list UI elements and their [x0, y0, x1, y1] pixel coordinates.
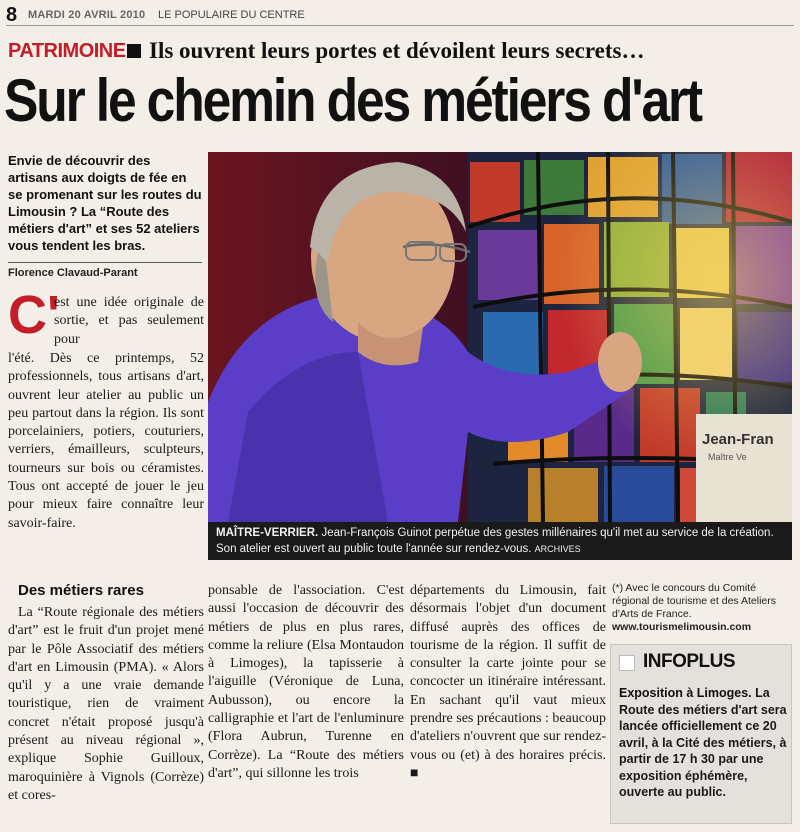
stained-glass-photo: [208, 152, 792, 522]
drop-cap: C': [8, 285, 60, 345]
chapo: Envie de découvrir des artisans aux doigts de fée en se promenant sur les routes du Limousin ? La “Route des métiers d'art” et ses 52 ateliers vous tendent les bras.: [8, 153, 202, 253]
page-header: [6, 4, 794, 26]
intro-paragraph-start: est une idée originale de sortie, et pas seulement pour: [54, 295, 204, 347]
kicker: Ils ouvrent leurs portes et dévoilent leurs secrets…: [149, 38, 645, 63]
infoplus-box: [610, 644, 792, 824]
article-photo: [208, 152, 792, 522]
newspaper-name: LE POPULAIRE DU CENTRE: [158, 9, 305, 21]
infoplus-title: INFOPLUS: [643, 651, 736, 672]
infoplus-square-icon: [619, 655, 635, 671]
column-3-text: départements du Limousin, fait désormais l'objet d'un document diffusé auprès des offices de tourisme de la région. Il suffit de consulter la carte jointe pour se concocter un itinéraire intéressant. En sachant qu'il vaut mieux prendre ses précautions : beaucoup d'ateliers n'ouvrent que sur rendez-vous ou (et) à des horaires précis. ■: [410, 583, 606, 781]
caption-text: Jean-François Guinot perpétue des gestes millénaires qu'il met au service de la création. Son atelier est ouvert au public toute l'année sur rendez-vous.: [216, 527, 774, 555]
credits-url-link[interactable]: www.tourismelimousin.com: [612, 621, 752, 633]
author-byline: Florence Clavaud-Parant: [8, 262, 202, 279]
photo-caption: [208, 522, 792, 560]
credits-note: [612, 582, 794, 634]
caption-label: MAÎTRE-VERRIER.: [216, 527, 319, 539]
credits-text: (*) Avec le concours du Comité régional de tourisme et des Ateliers d'Arts de France.: [612, 582, 777, 620]
caption-credit: ARCHIVES: [534, 544, 581, 554]
photo-sign-text: Jean-Fran: [702, 431, 774, 448]
column-2-text: ponsable de l'association. C'est aussi l'occasion de découvrir des métiers de plus en plus rares, comme la reliure (Elsa Montaudon à Limoges), la tapisserie à l'aiguille (Véronique de Luna, Aubusson), ou encore la calligraphie et l'art de l'enluminure (Flora Aubrun, Turenne en Corrèze). La “Route des métiers d'art”, qui sillonne les trois: [208, 583, 404, 781]
rubric-label: PATRIMOINE: [8, 40, 126, 62]
infoplus-text: [619, 685, 787, 801]
infoplus-body: La Route des métiers d'art sera lancée officiellement ce 20 avril, à la Cité des métiers, à partir de 17 h 30 par une exposition éphémère, ouverte au public.: [619, 686, 787, 799]
headline: Sur le chemin des métiers d'art: [4, 67, 701, 134]
intro-paragraph-rest: l'été. Dès ce printemps, 52 professionnels, tous artisans d'art, ouvrent leur atelier au public un peu partout dans la région. Ils sont porcelainiers, potiers, couturiers, verriers, émailleurs, sculpteurs, tourneurs sur bois ou céramistes. Tous ont accepté de jouer le jeu pour mieux faire connaître leur savoir-faire.: [8, 351, 204, 531]
issue-date: MARDI 20 AVRIL 2010: [28, 9, 146, 21]
subheading: Des métiers rares: [18, 582, 144, 599]
infoplus-lead: Exposition à Limoges.: [619, 686, 752, 700]
rubric-square-icon: [127, 44, 141, 58]
column-1-text: La “Route régionale des métiers d'art” est le fruit d'un projet mené par le Pôle Associatif des métiers d'art en Limousin (PMA). « Alors qu'il y a une vraie demande touristique, rien de vraiment concret n'était proposé jusqu'à présent au niveau régional », explique Sophie Guilloux, maroquinière à Vignols (Corrèze) et cores-: [8, 605, 204, 803]
page-number: 8: [6, 4, 18, 26]
photo-sign-subtext: Maître Ve: [708, 452, 747, 462]
